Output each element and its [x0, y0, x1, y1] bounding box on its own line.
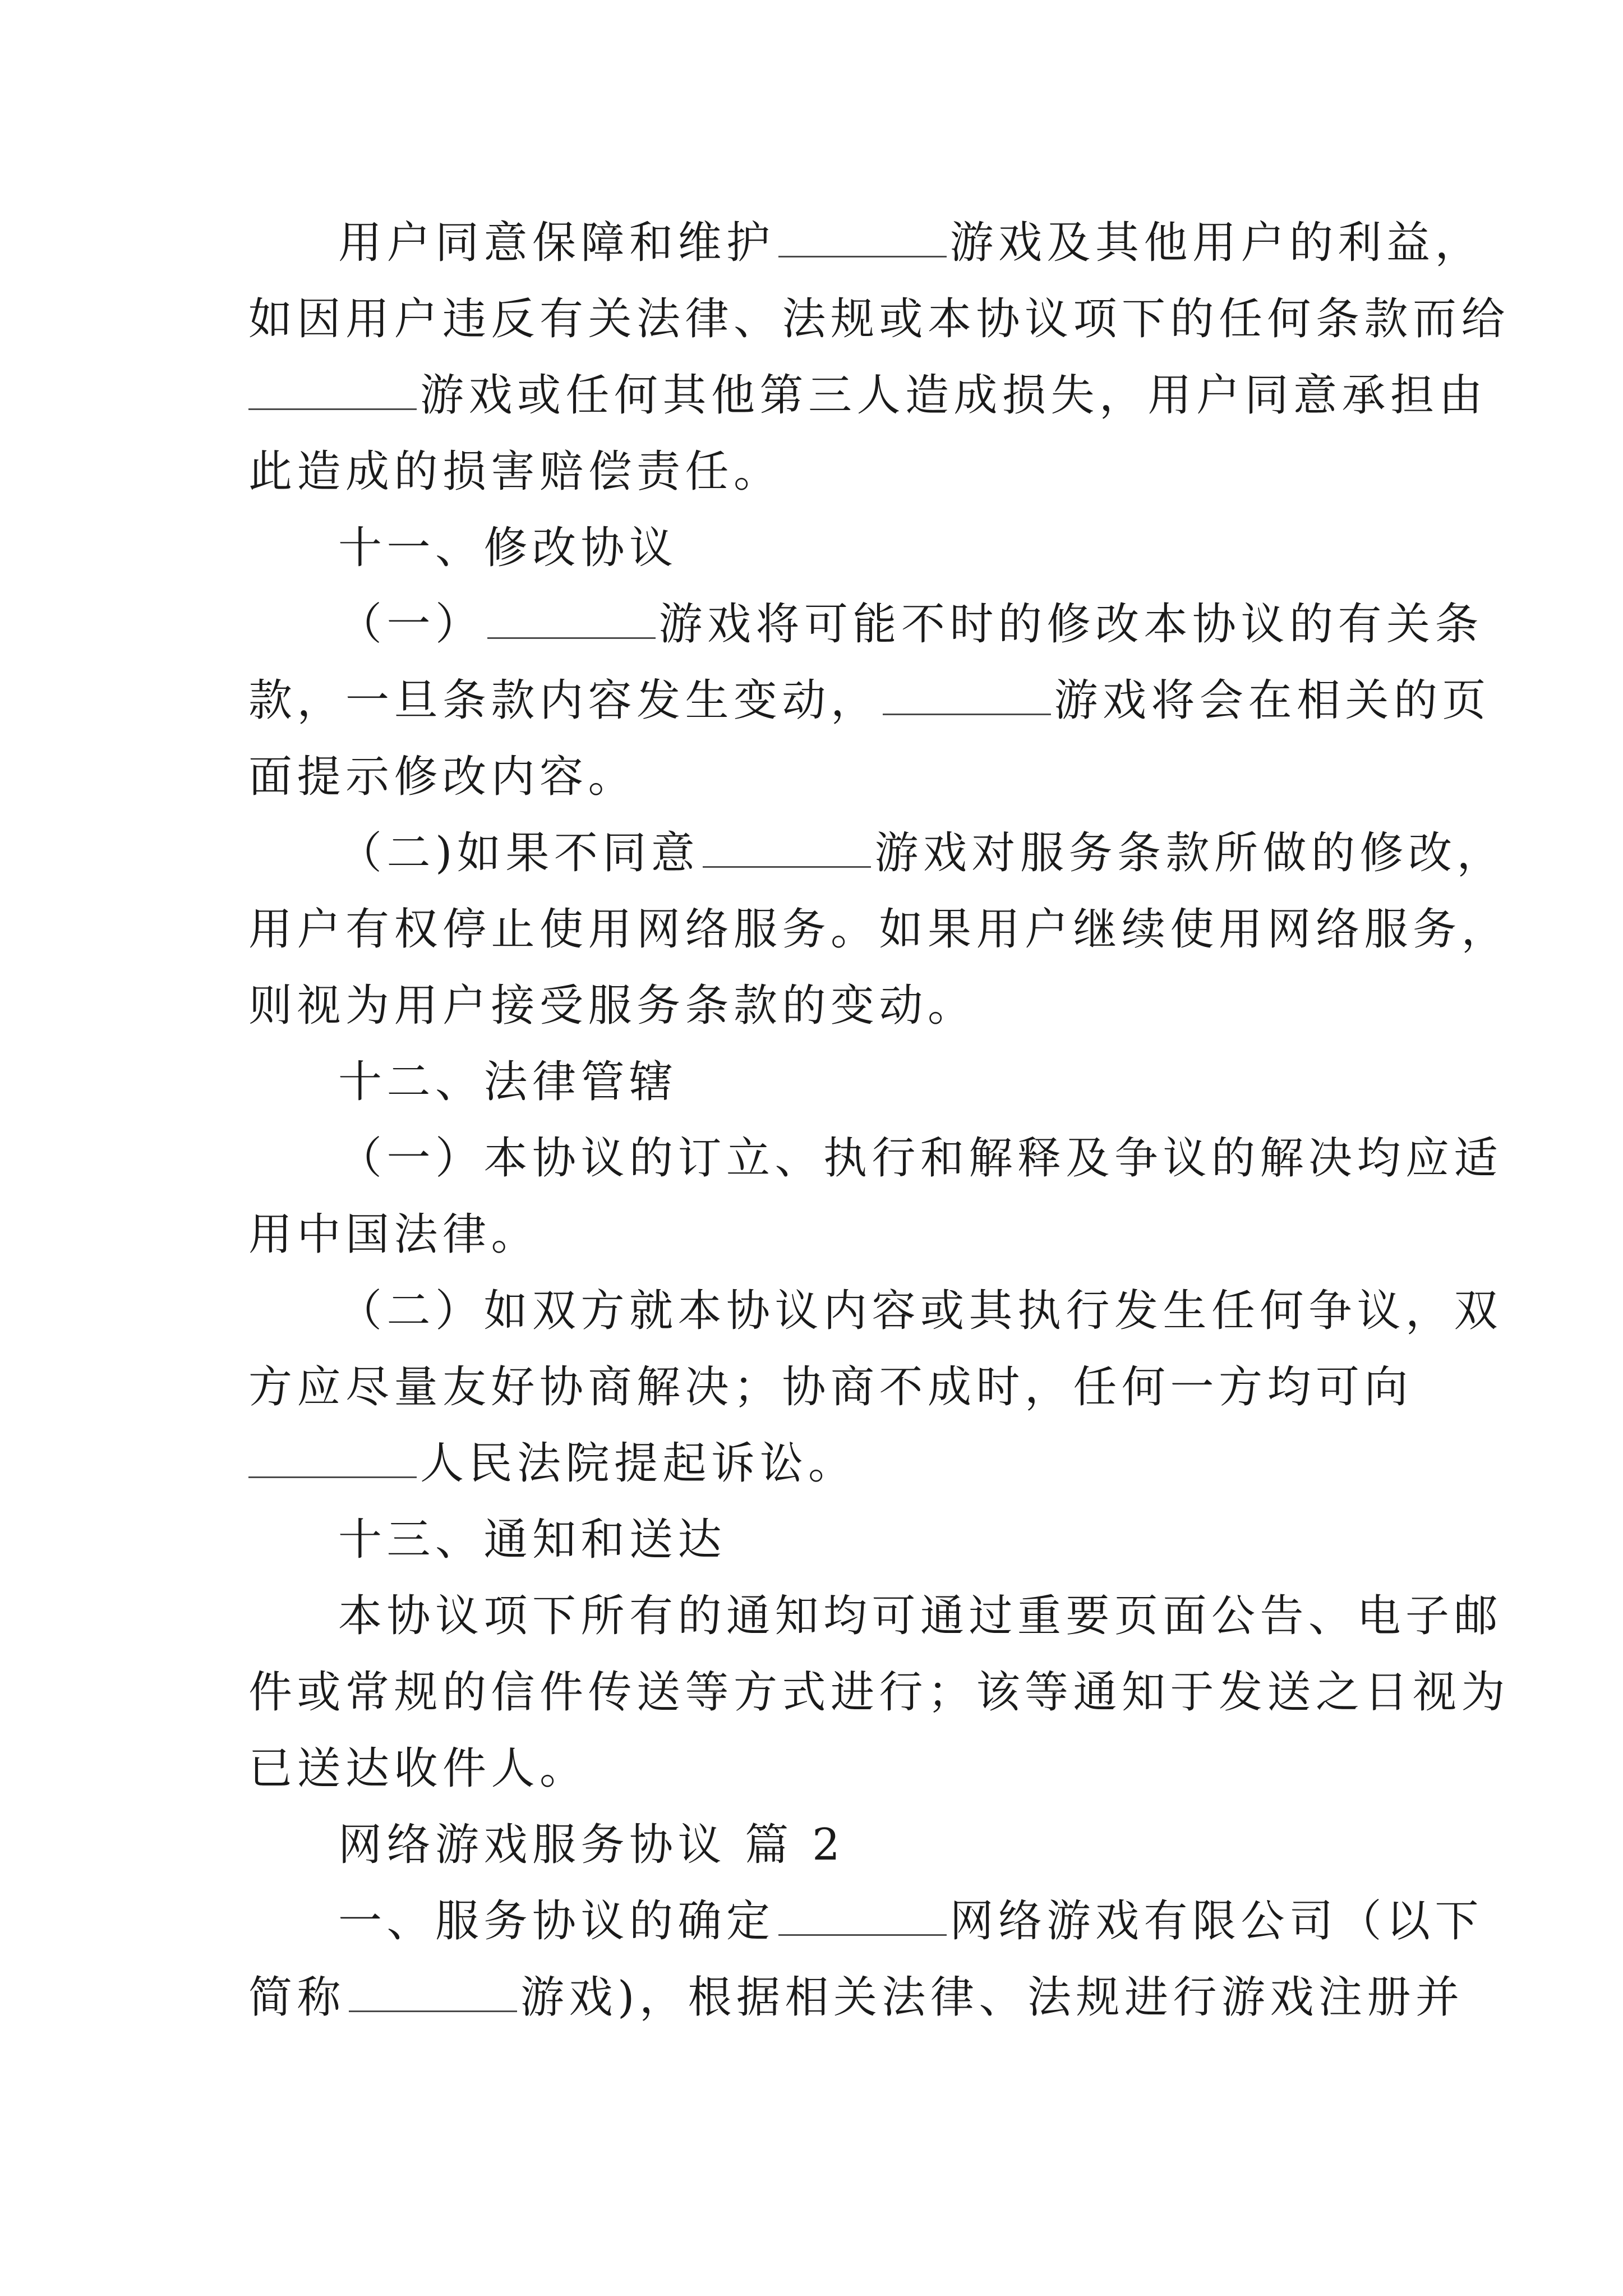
title-text: 网络游戏服务协议 篇 2 — [338, 1820, 845, 1870]
paragraph-line — [248, 1971, 1464, 2027]
heading-text: 十一、修改协议 — [338, 523, 678, 573]
text-run: （一）本协议的订立、执行和解释及争议的解决均应适 — [338, 1133, 1503, 1184]
text-run: 简称 — [248, 1972, 346, 2023]
text-run: 面提示修改内容。 — [248, 752, 637, 802]
paragraph-line — [248, 979, 976, 1035]
paragraph-line — [338, 1284, 1502, 1340]
text-run: 游戏将可能不时的修改本协议的有关条 — [658, 599, 1484, 650]
text-run: 如因用户违反有关法律、法规或本协议项下的任何条款而给 — [248, 294, 1510, 344]
paragraph-line — [248, 292, 1510, 348]
paragraph-line — [248, 445, 782, 501]
text-run: 件或常规的信件传送等方式进行；该等通知于发送之日视为 — [248, 1667, 1510, 1718]
section-heading — [338, 1513, 726, 1569]
paragraph-line — [338, 216, 1483, 272]
heading-text: 十三、通知和送达 — [338, 1515, 727, 1565]
paragraph-line — [248, 674, 1491, 730]
text-run: （一） — [338, 599, 484, 650]
paragraph-line — [248, 369, 1487, 425]
text-run: 网络游戏有限公司（以下 — [949, 1896, 1484, 1947]
paragraph-line — [248, 1742, 588, 1798]
paragraph-line — [338, 1131, 1502, 1188]
paragraph-line — [338, 1894, 1483, 1950]
paragraph-line — [338, 597, 1483, 654]
paragraph-line — [338, 1589, 1502, 1645]
paragraph-line — [248, 1437, 857, 1493]
blank-field — [487, 604, 656, 639]
paragraph-line — [248, 1665, 1510, 1722]
blank-field — [248, 1443, 417, 1478]
text-run: 人民法院提起诉讼。 — [420, 1438, 857, 1489]
section-heading — [338, 521, 678, 577]
article-title — [338, 1818, 845, 1874]
text-run: 游戏)，根据相关法律、法规进行游戏注册并 — [520, 1972, 1464, 2023]
blank-field — [248, 375, 417, 410]
text-run: 游戏或任何其他第三人造成损失，用户同意承担由 — [420, 370, 1488, 421]
paragraph-line — [248, 750, 637, 806]
text-run: 游戏及其他用户的利益， — [949, 218, 1484, 268]
text-run: 方应尽量友好协商解决；协商不成时，任何一方均可向 — [248, 1362, 1413, 1412]
text-run: （二)如果不同意 — [338, 828, 700, 878]
text-run: 游戏将会在相关的页 — [1054, 675, 1491, 726]
text-run: 用户有权停止使用网络服务。如果用户继续使用网络服务， — [248, 904, 1510, 955]
text-run: 款，一旦条款内容发生变动， — [248, 675, 879, 726]
section-heading — [338, 1055, 678, 1111]
paragraph-line — [338, 826, 1505, 882]
text-run: 已送达收件人。 — [248, 1743, 588, 1794]
paragraph-line — [248, 903, 1510, 959]
text-run: 此造成的损害赔偿责任。 — [248, 447, 782, 497]
heading-text: 十二、法律管辖 — [338, 1057, 678, 1107]
text-run: 一、服务协议的确定 — [338, 1896, 775, 1947]
paragraph-line — [248, 1360, 1413, 1416]
blank-field — [883, 680, 1051, 715]
text-run: 则视为用户接受服务条款的变动。 — [248, 981, 976, 1031]
text-run: （二）如双方就本协议内容或其执行发生任何争议，双 — [338, 1286, 1503, 1336]
paragraph-line — [248, 1208, 540, 1264]
blank-field — [778, 1901, 947, 1936]
text-run: 用户同意保障和维护 — [338, 218, 775, 268]
blank-field — [349, 1977, 517, 2012]
text-run: 用中国法律。 — [248, 1209, 540, 1260]
text-run: 本协议项下所有的通知均可通过重要页面公告、电子邮 — [338, 1591, 1503, 1641]
text-run: 游戏对服务条款所做的修改， — [874, 828, 1505, 878]
blank-field — [703, 832, 871, 868]
blank-field — [778, 222, 947, 257]
